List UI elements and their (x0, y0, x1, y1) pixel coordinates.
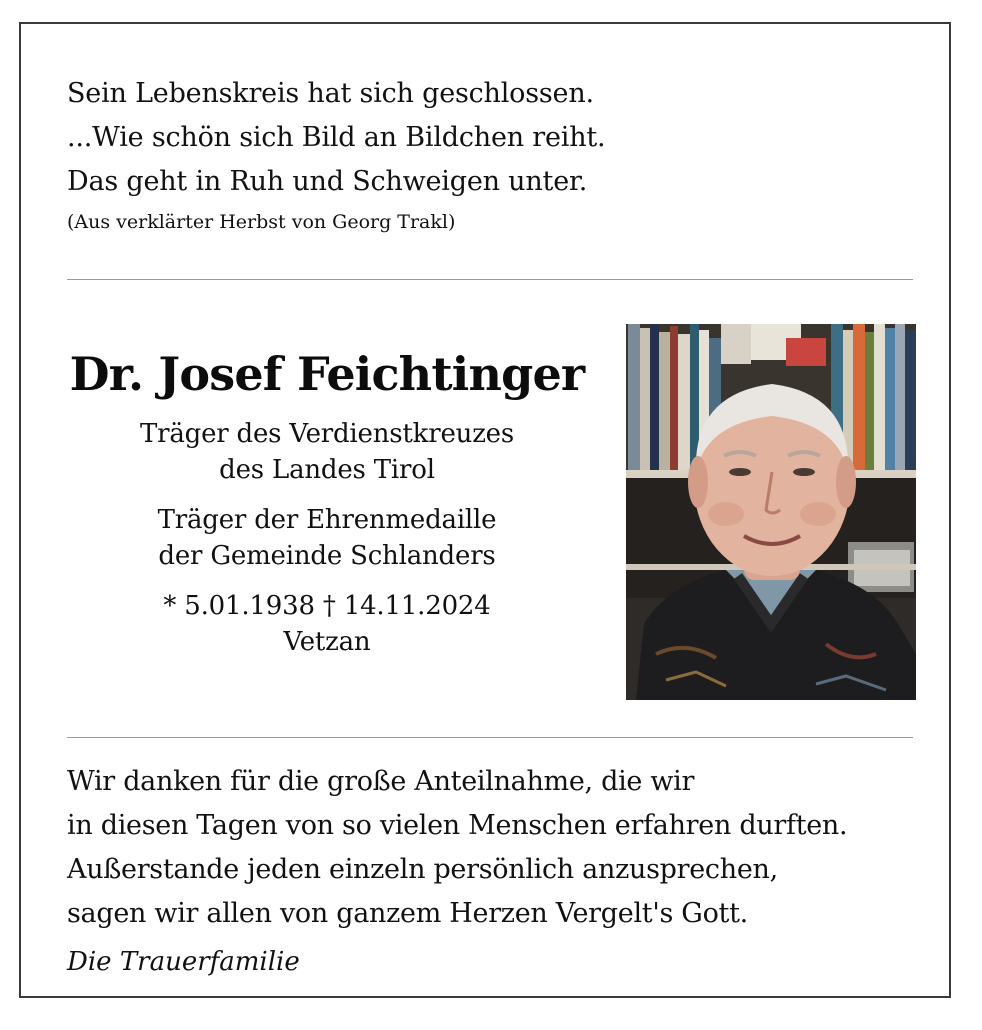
birth-death-dates: * 5.01.1938 † 14.11.2024 (163, 591, 491, 621)
portrait-illustration (626, 324, 916, 700)
thanks-block (67, 760, 927, 982)
thanks-line: in diesen Tagen von so vielen Menschen erfahren durften. (67, 810, 848, 841)
deceased-name: Dr. Josef Feichtinger (69, 347, 585, 401)
poem-line: Das geht in Ruh und Schweigen unter. (67, 166, 588, 197)
divider-bottom (67, 737, 913, 738)
thanks-line: sagen wir allen von ganzem Herzen Vergelt's Gott. (67, 898, 748, 929)
deceased-info (57, 346, 597, 660)
poem-block (67, 72, 887, 237)
place-name: Vetzan (283, 627, 371, 657)
honor-line: Träger des Verdienstkreuzes (139, 419, 515, 449)
obituary-notice (19, 22, 951, 998)
thanks-line: Wir danken für die große Anteilnahme, die wir (67, 766, 695, 797)
honor-line: des Landes Tirol (219, 455, 435, 485)
honor-line: Träger der Ehrenmedaille (157, 505, 497, 535)
life-dates (57, 588, 597, 660)
family-signature: Die Trauerfamilie (67, 947, 300, 977)
divider-top (67, 279, 913, 280)
poem-line: ...Wie schön sich Bild an Bildchen reiht. (67, 122, 606, 153)
honor-line: der Gemeinde Schlanders (158, 541, 496, 571)
poem-line: Sein Lebenskreis hat sich geschlossen. (67, 78, 594, 109)
portrait-photo (626, 324, 916, 700)
honor-ehrenmedaille (57, 502, 597, 574)
honor-verdienstkreuz (57, 416, 597, 488)
thanks-line: Außerstande jeden einzeln persönlich anzusprechen, (67, 854, 778, 885)
poem-source: (Aus verklärter Herbst von Georg Trakl) (67, 211, 456, 233)
